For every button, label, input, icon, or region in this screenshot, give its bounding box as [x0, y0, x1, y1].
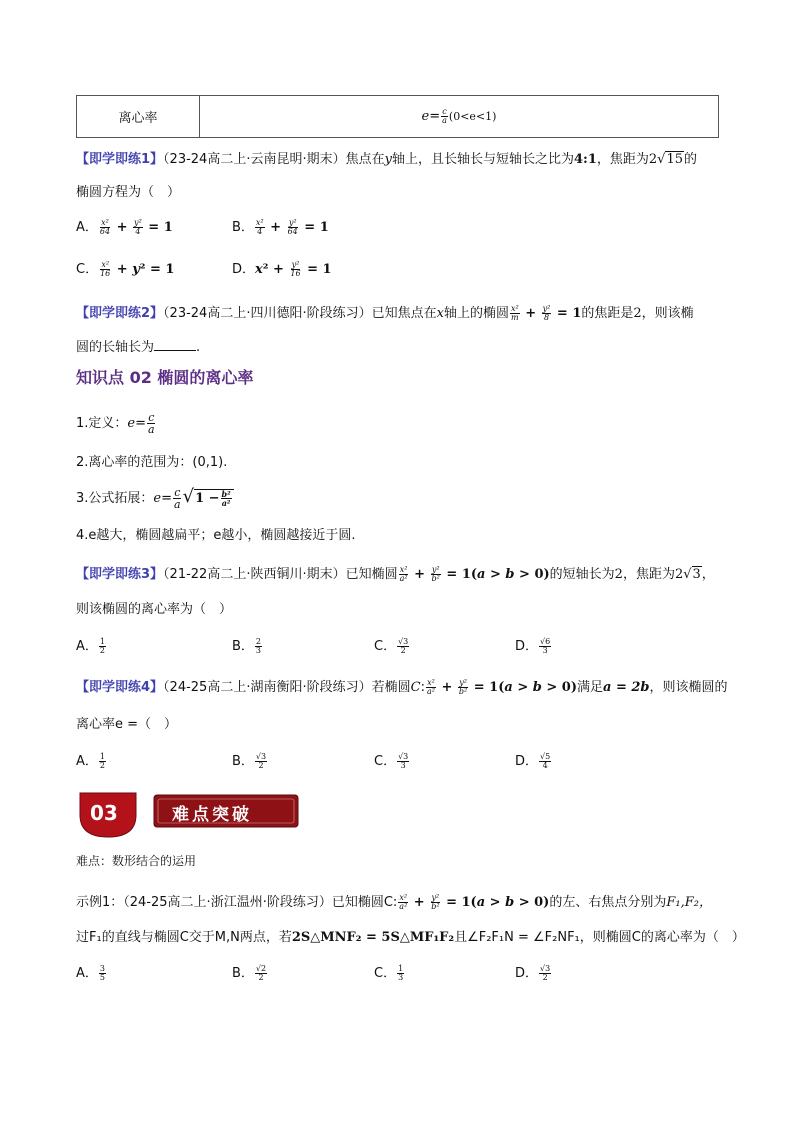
q2-line1: 【即学即练2】（23-24高二上·四川德阳·阶段练习）已知焦点在x轴上的椭圆 $\frac{\text{x²}}{m}$ + $\frac{\text{y²}}{8}$ = 1的焦距是2，则该椭: [76, 304, 694, 322]
q1-line2: 椭圆方程为（ ）: [76, 185, 181, 200]
q1-option-b: B． $\frac{\text{x²}}{4}$ + $\frac{\text{y²}}{64}$ = 1: [232, 218, 329, 236]
q1-option-d: D．x² + $\frac{\text{y²}}{16}$ = 1: [232, 260, 332, 278]
q3-source: （21-22高二上·陕西铜川·期末）: [163, 567, 346, 582]
q1-line1: 【即学即练1】（23-24高二上·云南昆明·期末）焦点在y轴上，且长轴长与短轴长之比为4:1，焦距为2√15的: [76, 152, 698, 167]
table-formula-cell: e= $\frac{c}{a}$ (0<e<1): [200, 96, 719, 138]
q3-line1: 【即学即练3】（21-22高二上·陕西铜川·期末）已知椭圆 $\frac{\text{x²}}{\text{a²}}$ + $\frac{\text{y²}}{\text{b²}}$ = 1(a > b > 0)的短轴长为2，焦距为2√3，: [76, 565, 715, 583]
table-row-label: 离心率: [77, 96, 200, 138]
property-line: 4.e越大，椭圆越扁平；e越小，椭圆越接近于圆.: [76, 528, 356, 543]
banner-number: 03: [90, 801, 118, 825]
q3-option-a: A． $\frac{1}{2}$: [76, 637, 105, 655]
property-table: [76, 95, 719, 138]
q2-line2: 圆的长轴长为 .: [76, 340, 201, 355]
q1-option-a: A． $\frac{\text{x²}}{64}$ + $\frac{\text{y²}}{4}$ = 1: [76, 218, 173, 236]
answer-blank[interactable]: [154, 338, 196, 351]
q2-source: （23-24高二上·四川德阳·阶段练习）: [163, 306, 372, 321]
section-banner: [76, 789, 301, 839]
example-option-a: A． $\frac{3}{5}$: [76, 964, 105, 982]
hard-subtitle: 难点：数形结合的运用: [76, 854, 197, 868]
q1-source: （23-24高二上·云南昆明·期末）: [163, 152, 346, 167]
example-option-c: C． $\frac{1}{3}$: [374, 964, 404, 982]
q4-option-b: B． $\frac{√3}{2}$: [232, 752, 267, 770]
q3-line2: 则该椭圆的离心率为（ ）: [76, 602, 233, 617]
range-line: 2.离心率的范围为：(0,1).: [76, 455, 228, 470]
q3-option-d: D． $\frac{√6}{3}$: [515, 637, 551, 655]
example-line2: 过F₁的直线与椭圆C交于M,N两点，若2S△MNF₂ = 5S△MF₁F₂且∠F₂F₁N = ∠F₂NF₁，则椭圆C的离心率为（ ）: [76, 930, 745, 945]
q4-tag: 【即学即练4】: [76, 680, 164, 695]
q4-option-a: A． $\frac{1}{2}$: [76, 752, 105, 770]
example-option-d: D． $\frac{√3}{2}$: [515, 964, 551, 982]
q2-tag: 【即学即练2】: [76, 306, 164, 321]
q1-option-c: C． $\frac{\text{x²}}{16}$ + y² = 1: [76, 260, 175, 278]
section-title: 知识点 02 椭圆的离心率: [76, 368, 254, 387]
q3-option-c: C． $\frac{√3}{2}$: [374, 637, 409, 655]
q4-line2: 离心率e =（ ）: [76, 717, 178, 732]
q3-tag: 【即学即练3】: [76, 567, 164, 582]
q1-tag: 【即学即练1】: [76, 152, 164, 167]
q4-option-d: D． $\frac{√5}{4}$: [515, 752, 551, 770]
formula-extension-line: 3.公式拓展：e= $\frac{c}{a}$ √1 − $\frac{\text{b²}}{\text{a²}}$: [76, 486, 234, 510]
q4-line1: 【即学即练4】（24-25高二上·湖南衡阳·阶段练习）若椭圆C: $\frac{\text{x²}}{\text{a²}}$ + $\frac{\text{y²}}{\text{b²}}$ = 1(a > b > 0)满足a = 2b，则该椭圆的: [76, 678, 728, 696]
example-line1: 示例1：（24-25高二上·浙江温州·阶段练习）已知椭圆C: $\frac{\text{x²}}{\text{a²}}$ + $\frac{\text{y²}}{\text{b²}}$ = 1(a > b > 0)的左、右焦点分别为F₁,F₂，: [76, 893, 712, 911]
q4-source: （24-25高二上·湖南衡阳·阶段练习）: [163, 680, 372, 695]
q3-option-b: B． $\frac{2}{3}$: [232, 637, 262, 655]
example-option-b: B． $\frac{√2}{2}$: [232, 964, 267, 982]
q4-option-c: C． $\frac{√3}{3}$: [374, 752, 409, 770]
banner-title: 难点突破: [172, 805, 252, 825]
definition-line: 1.定义：e= $\frac{c}{a}$: [76, 411, 155, 436]
